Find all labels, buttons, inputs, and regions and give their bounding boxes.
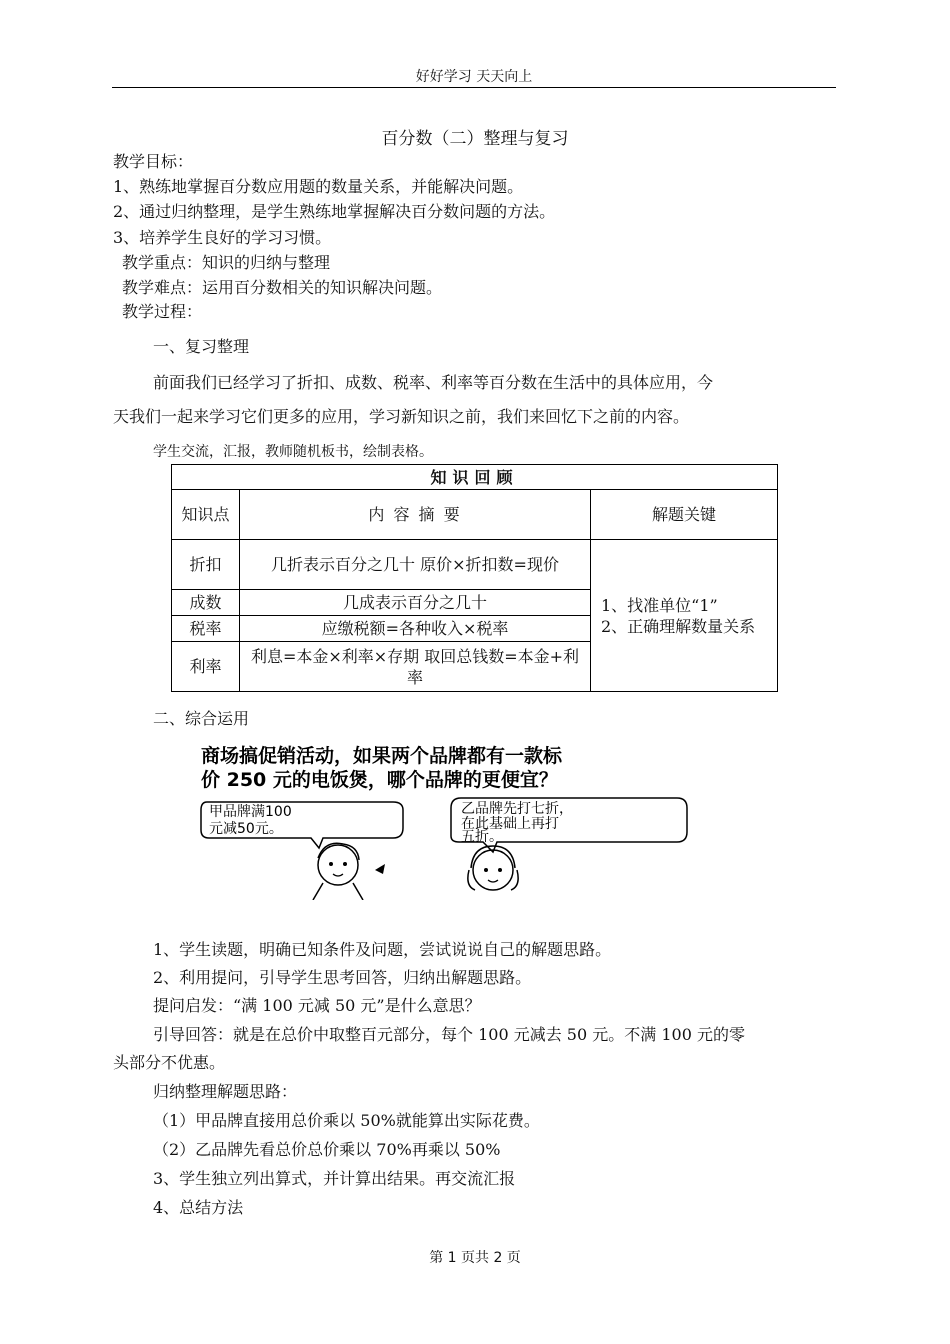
- row-point: 税率: [172, 616, 240, 642]
- teaching-focus: 教学重点：知识的归纳与整理: [122, 253, 331, 272]
- goals-heading: 教学目标：: [113, 152, 194, 171]
- key-line: 2、正确理解数量关系: [601, 616, 756, 636]
- solution-key-cell: [591, 540, 778, 692]
- table-title: 知识回顾: [172, 465, 778, 490]
- goal-item: 2、通过归纳整理，是学生熟练地掌握解决百分数问题的方法。: [113, 202, 556, 221]
- row-summary: 应缴税额=各种收入×税率: [240, 616, 591, 642]
- bubble-text: 甲品牌满100: [209, 804, 292, 820]
- step-line: 引导回答：就是在总价中取整百元部分，每个 100 元减去 50 元。不满 100 元的零: [153, 1025, 745, 1044]
- page-footer: 第 1 页共 2 页: [429, 1250, 521, 1266]
- key-line: 1、找准单位“1”: [601, 595, 718, 615]
- step-line: 归纳整理解题思路：: [153, 1082, 298, 1101]
- bubble-text: 在此基础上再打: [461, 816, 559, 832]
- row-summary: 利息=本金×利率×存期 取回总钱数=本金+利率: [240, 642, 591, 692]
- header-divider: [112, 87, 836, 88]
- goal-item: 1、熟练地掌握百分数应用题的数量关系，并能解决问题。: [113, 177, 524, 196]
- promotion-illustration: [193, 740, 773, 900]
- teaching-difficulty: 教学难点：运用百分数相关的知识解决问题。: [122, 278, 443, 297]
- step-line: 提问启发：“满 100 元减 50 元”是什么意思？: [153, 996, 481, 1015]
- question-line: 商场搞促销活动，如果两个品牌都有一款标: [201, 745, 563, 767]
- step-line: 3、学生独立列出算式，并计算出结果。再交流汇报: [153, 1169, 516, 1188]
- paragraph-line: 前面我们已经学习了折扣、成数、税率、利率等百分数在生活中的具体应用，今: [153, 373, 714, 392]
- paragraph-line: 天我们一起来学习它们更多的应用，学习新知识之前，我们来回忆下之前的内容。: [113, 407, 690, 426]
- row-point: 成数: [172, 590, 240, 616]
- section-heading: 一、复习整理: [153, 337, 250, 356]
- page-header: 好好学习 天天向上: [415, 69, 533, 85]
- header-key: 解题关键: [591, 490, 778, 540]
- row-summary: 几折表示百分之几十 原价×折扣数=现价: [240, 540, 591, 590]
- bubble-text: 乙品牌先打七折，: [461, 801, 573, 817]
- right-speech-bubble: [451, 798, 687, 852]
- question-line: 价 250 元的电饭煲，哪个品牌的更便宜？: [201, 769, 558, 791]
- goal-item: 3、培养学生良好的学习习惯。: [113, 228, 332, 247]
- header-knowledge-point: 知识点: [172, 490, 240, 540]
- step-line: 头部分不优惠。: [113, 1053, 226, 1072]
- step-line: （1）甲品牌直接用总价乘以 50%就能算出实际花费。: [153, 1111, 540, 1130]
- row-summary: 几成表示百分之几十: [240, 590, 591, 616]
- note-text: 学生交流，汇报，教师随机板书，绘制表格。: [153, 444, 433, 460]
- step-line: 4、总结方法: [153, 1198, 244, 1217]
- row-point: 折扣: [172, 540, 240, 590]
- document-title: 百分数（二）整理与复习: [381, 129, 569, 149]
- step-line: 2、利用提问，引导学生思考回答，归纳出解题思路。: [153, 968, 532, 987]
- step-line: 1、学生读题，明确已知条件及问题，尝试说说自己的解题思路。: [153, 940, 612, 959]
- knowledge-review-table: [171, 464, 778, 692]
- bubble-text: 五折。: [461, 829, 503, 845]
- teaching-process: 教学过程：: [122, 302, 203, 321]
- bubble-text: 元减50元。: [209, 821, 283, 837]
- left-speech-bubble: [201, 802, 403, 848]
- header-summary: 内 容 摘 要: [240, 490, 591, 540]
- row-point: 利率: [172, 642, 240, 692]
- step-line: （2）乙品牌先看总价总价乘以 70%再乘以 50%: [153, 1140, 501, 1159]
- section-heading: 二、综合运用: [153, 709, 250, 728]
- boy-figure: [313, 843, 385, 900]
